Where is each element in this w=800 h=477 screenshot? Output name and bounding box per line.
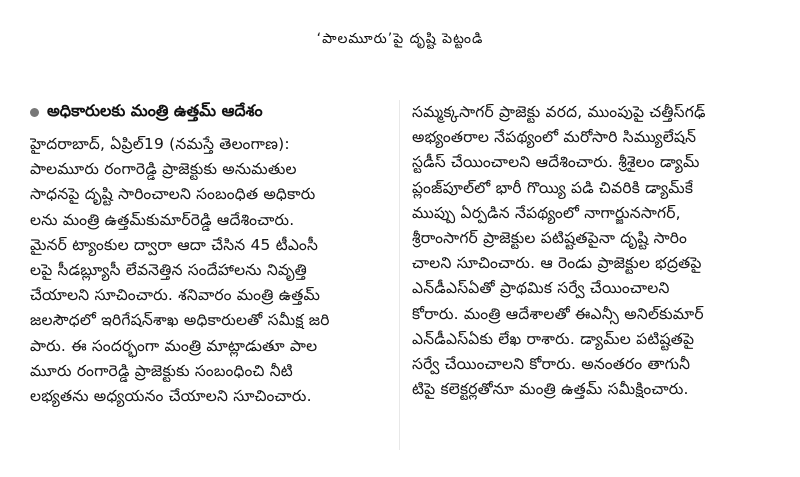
body-line: మైనర్ ట్యాంకుల ద్వారా ఆదా చేసిన 45 టీఎంసీ — [30, 235, 319, 254]
body-line: లను మంత్రి ఉత్తమ్‌కుమార్‌రెడ్డి ఆదేశించారు. — [30, 210, 295, 229]
right-column — [412, 100, 780, 402]
body-line: సర్వే చేయించాలని కోరారు. అనంతరం తాగునీ — [412, 354, 691, 373]
subheading-text: అధికారులకు మంత్రి ఉత్తమ్ ఆదేశం — [47, 100, 263, 120]
left-body — [30, 132, 390, 409]
left-column — [30, 100, 390, 409]
body-line: సమ్మక్కసాగర్ ప్రాజెక్టు వరద, ముంపుపై చత్తీస్‌గఢ్ — [412, 103, 706, 121]
body-line: చాలని సూచించారు. ఆ రెండు ప్రాజెక్టుల భద్రతపై — [412, 254, 702, 273]
body-line: హైదరాబాద్, ఏప్రిల్19 (నమస్తే తెలంగాణ): — [30, 135, 290, 153]
article-headline: ‘పాలమూరు’పై దృష్టి పెట్టండి — [316, 31, 484, 47]
body-line: లభ్యతను అధ్యయనం చేయాలని సూచించారు. — [30, 386, 312, 405]
body-line: సాధనపై దృష్టి సారించాలని సంబంధిత అధికారు — [30, 185, 316, 204]
body-line: ముప్పు ఏర్పడిన నేపథ్యంలో నాగార్జునసాగర్, — [412, 203, 681, 222]
subheading — [30, 96, 390, 128]
body-line: ఎన్‌డీఎస్‌ఏతో ప్రాథమిక సర్వే చేయించాలని — [412, 279, 670, 298]
body-line: కోరారు. మంత్రి ఆదేశాలతో ఈఎన్సీ అనిల్‌కుమార్ — [412, 304, 704, 323]
right-body — [412, 100, 780, 402]
body-line: శ్రీరాంసాగర్ ప్రాజెక్టుల పటిష్టతపైనా దృష్టి సారిం — [412, 228, 688, 247]
body-line: పాలమూరు రంగారెడ్డి ప్రాజెక్టుకు అనుమతుల — [30, 160, 297, 179]
body-line: స్టడీస్ చేయించాలని ఆదేశించారు. శ్రీశైలం డ్యామ్ — [412, 153, 700, 172]
body-line: లపై సీడబ్ల్యూసీ లేవనెత్తిన సందేహాలను నివృత్తి — [30, 260, 307, 279]
body-line: చేయాలని సూచించారు. శనివారం మంత్రి ఉత్తమ్ — [30, 286, 321, 305]
body-line: అభ్యంతరాల నేపథ్యంలో మరోసారి సిమ్యులేషన్ — [412, 128, 697, 147]
body-line: ప్లంజ్‌పూల్‌లో భారీ గొయ్యి పడి చివరికి డ్యామ్‌కే — [412, 178, 694, 197]
body-line: ఎన్‌డీఎస్‌ఏకు లేఖ రాశారు. డ్యామ్‌ల పటిష్టతపై — [412, 329, 695, 348]
body-line: మూరు రంగారెడ్డి ప్రాజెక్టుకు సంబంధించి నీటి — [30, 361, 293, 380]
body-line: పారు. ఈ సందర్భంగా మంత్రి మాట్లాడుతూ పాల — [30, 336, 318, 355]
bullet-icon — [30, 108, 39, 117]
column-divider — [399, 100, 400, 450]
body-line: టిపై కలెక్టర్లతోనూ మంత్రి ఉత్తమ్ సమీక్షించారు. — [412, 380, 689, 399]
body-line: జలసౌధలో ఇరిగేషన్‌శాఖ అధికారులతో సమీక్ష జరి — [30, 311, 330, 330]
